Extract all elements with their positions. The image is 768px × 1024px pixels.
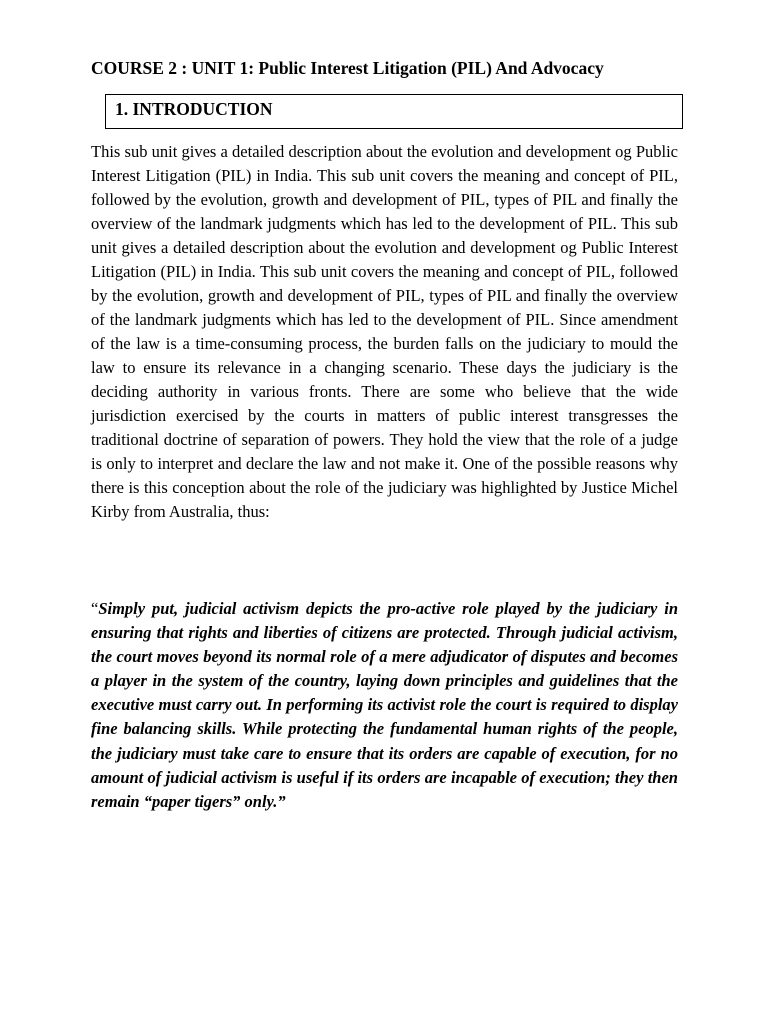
course-title: COURSE 2 : UNIT 1: Public Interest Litigation (PIL) And Advocacy xyxy=(91,58,604,78)
section-heading: 1. INTRODUCTION xyxy=(115,99,273,119)
section-heading-box xyxy=(105,94,683,129)
quote-open-mark: “ xyxy=(91,599,99,618)
block-quote xyxy=(91,597,678,814)
introduction-paragraph: This sub unit gives a detailed description about the evolution and development og Public Interest Litigation (PIL) in India. This sub unit covers the meaning and concept of PIL, followed by the evolution, growth and development of PIL, types of PIL and finally the overview of the landmark judgments which has led to the development of PIL. This sub unit gives a detailed description about the evolution and development og Public Interest Litigation (PIL) in India. This sub unit covers the meaning and concept of PIL, followed by the evolution, growth and development of PIL, types of PIL and finally the overview of the landmark judgments which has led to the development of PIL. Since amendment of the law is a time-consuming process, the burden falls on the judiciary to mould the law to ensure its relevance in a changing scenario. These days the judiciary is the deciding authority in various fronts. There are some who believe that the wide jurisdiction exercised by the courts in matters of public interest transgresses the traditional doctrine of separation of powers. They hold the view that the role of a judge is only to interpret and declare the law and not make it. One of the possible reasons why there is this conception about the role of the judiciary was highlighted by Justice Michel Kirby from Australia, thus: xyxy=(91,142,678,521)
quote-body: Simply put, judicial activism depicts the pro-active role played by the judiciary in ensuring that rights and liberties of citizens are protected. Through judicial activism, the court moves beyond its normal role of a mere adjudicator of disputes and becomes a player in the system of the country, laying down principles and guidelines that the executive must carry out. In performing its activist role the court is required to display fine balancing skills. While protecting the fundamental human rights of the people, the judiciary must take care to ensure that its orders are capable of execution, for no amount of judicial activism is useful if its orders are incapable of execution; they then remain “paper tigers” only.” xyxy=(91,599,678,811)
